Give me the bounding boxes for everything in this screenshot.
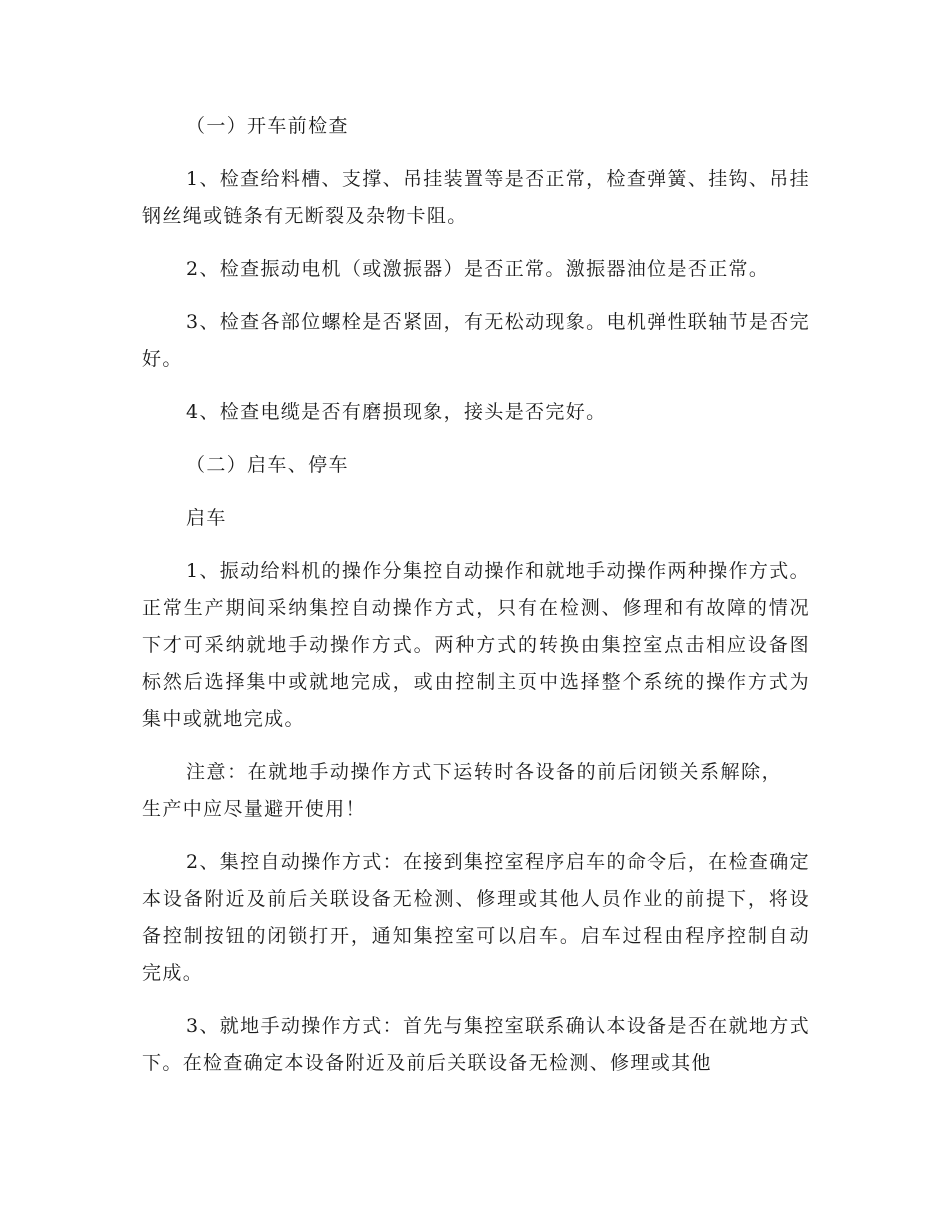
document-body (142, 108, 810, 1098)
section-heading-start-stop: （二）启车、停车 (186, 454, 349, 476)
paragraph-check-2: 2、检查振动电机（或激振器）是否正常。激振器油位是否正常。 (186, 258, 770, 280)
paragraph-note: 注意：在就地手动操作方式下运转时各设备的前后闭锁关系解除，生产中应尽量避开使用！ (142, 761, 782, 820)
section-heading-pre-start-check: （一）开车前检查 (186, 115, 349, 137)
paragraph-check-1: 1、检查给料槽、支撑、吊挂装置等是否正常，检查弹簧、挂钩、吊挂钢丝绳或链条有无断裂及杂物卡阻。 (142, 168, 810, 227)
subheading-start: 启车 (186, 507, 227, 529)
paragraph-start-3: 3、就地手动操作方式：首先与集控室联系确认本设备是否在就地方式下。在检查确定本设备附近及前后关联设备无检测、修理或其他 (142, 1015, 810, 1074)
paragraph-check-3: 3、检查各部位螺栓是否紧固，有无松动现象。电机弹性联轴节是否完好。 (142, 311, 810, 370)
paragraph-start-2: 2、集控自动操作方式：在接到集控室程序启车的命令后，在检查确定本设备附近及前后关联设备无检测、修理或其他人员作业的前提下，将设备控制按钮的闭锁打开，通知集控室可以启车。启车过程由程序控制自动完成。 (142, 851, 810, 984)
paragraph-check-4: 4、检查电缆是否有磨损现象，接头是否完好。 (186, 401, 607, 423)
paragraph-start-1: 1、振动给料机的操作分集控自动操作和就地手动操作两种操作方式。正常生产期间采纳集控自动操作方式，只有在检测、修理和有故障的情况下才可采纳就地手动操作方式。两种方式的转换由集控室点击相应设备图标然后选择集中或就地完成，或由控制主页中选择整个系统的操作方式为集中或就地完成。 (142, 560, 810, 730)
